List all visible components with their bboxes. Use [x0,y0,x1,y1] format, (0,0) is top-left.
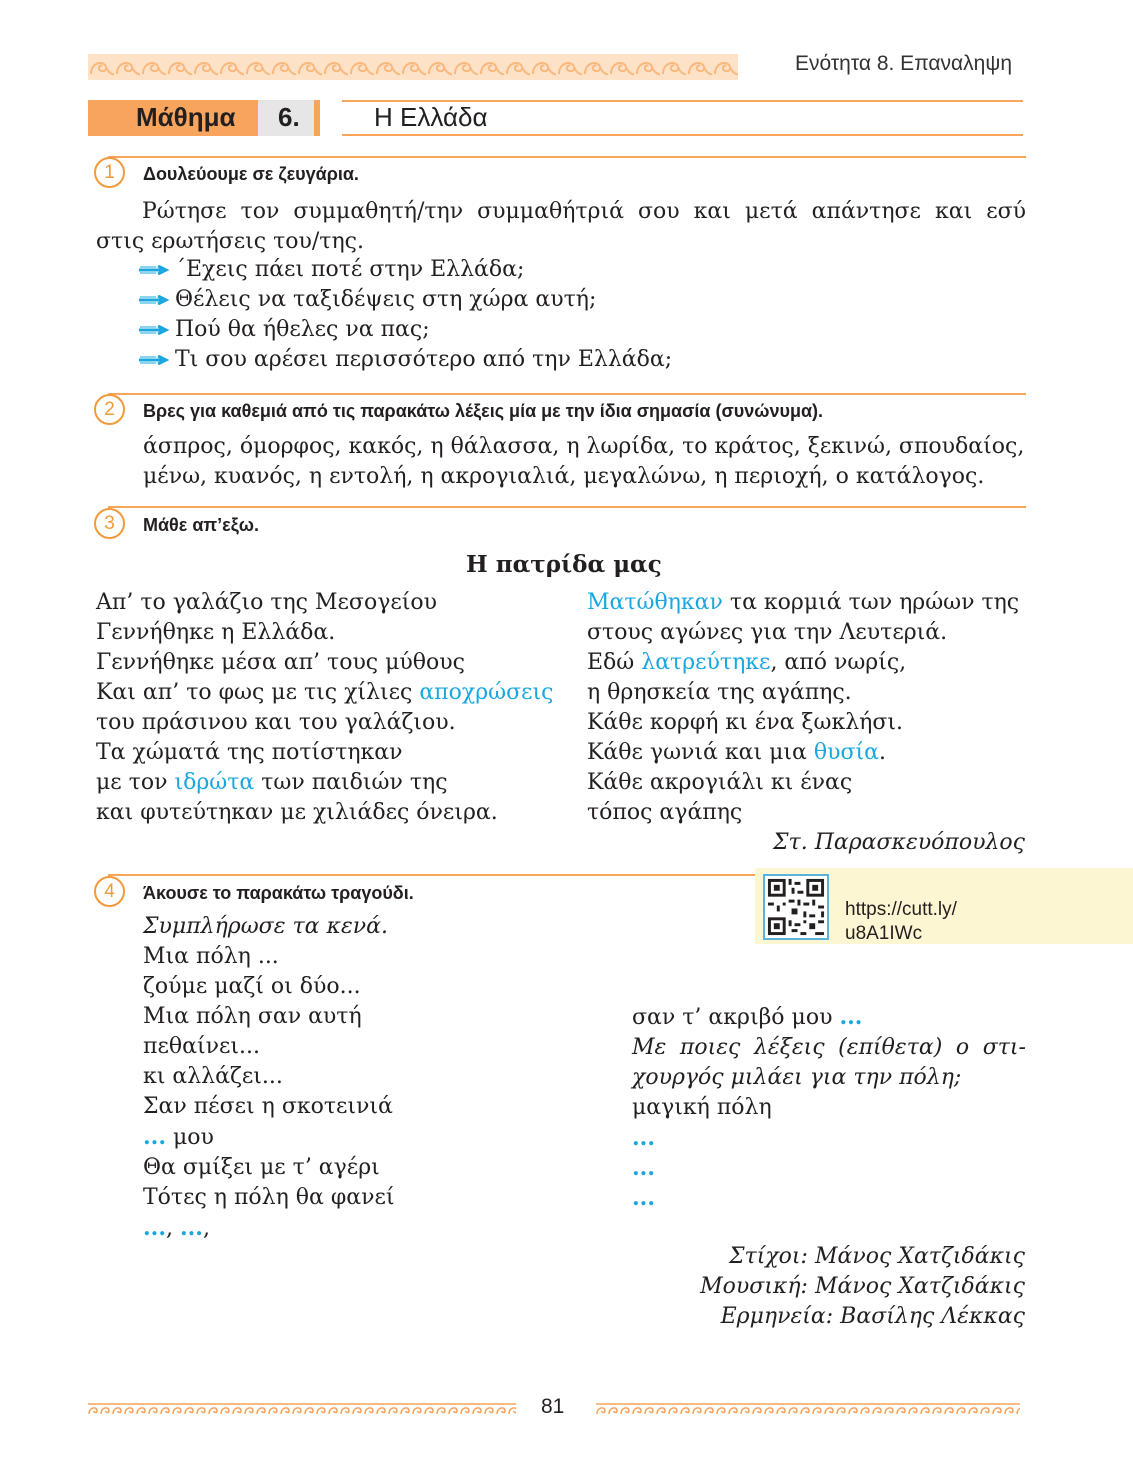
poem-line: τόπος αγάπης [587,800,743,825]
exercise-divider [108,393,1026,395]
lesson-title: Η Ελλάδα [374,102,488,132]
highlighted-word: λατρεύτηκε [641,650,771,675]
qr-code-icon[interactable] [763,874,829,940]
poem-right-column [587,588,1027,828]
exercise-divider [108,874,758,876]
blank-placeholder[interactable]: ... [143,1124,166,1150]
blank-placeholder[interactable]: ... [179,1215,203,1241]
section-title: Ενότητα 8. Επαναληψη [795,52,1012,75]
exercise-heading: Άκουσε το παρακάτω τραγούδι. [143,883,414,903]
exercise-number-badge: 3 [94,508,125,539]
poem-line: η θρησκεία της αγάπης. [587,680,852,705]
song-line: ... μου [143,1124,214,1150]
list-item: ΄Εχεις πάει ποτέ στην Ελλάδα; [138,257,524,282]
poem-left-column [96,588,566,828]
song-line: Τότες η πόλη θα φανεί [143,1185,395,1210]
answer-line: μαγική πόλη [632,1095,772,1120]
poem-line: Απ’ το γαλάζιο της Μεσογείου [96,590,437,615]
arrow-icon [138,355,170,365]
song-line: κι αλλάζει... [143,1064,283,1089]
arrow-icon [138,295,170,305]
exercise-divider [108,156,1026,158]
list-item: Τι σου αρέσει περισσότερο από την Ελλάδα; [138,347,672,372]
exercise2-words-line1: άσπρος, όμορφος, κακός, η θάλασσα, η λωρίδα, το κράτος, ξεκινώ, σπουδαίος, [143,434,1025,459]
decorative-wave-band [88,54,738,80]
exercise1-intro-line1: Ρώτησε τον συμμαθητή/την συμμαθήτριά σου και μετά απάντησε και εσύ [142,199,1026,224]
instruction-text: Συμπλήρωσε τα κενά. [143,914,388,939]
poem-line: Γεννήθηκε μέσα απ’ τους μύθους [96,650,465,675]
blank-placeholder[interactable]: ... [143,1215,166,1241]
blank-placeholder[interactable]: ... [632,1185,655,1211]
song-credits [700,1242,1025,1332]
arrow-icon [138,325,170,335]
list-item: Πού θα ήθελες να πας; [138,317,430,342]
wave-pattern-icon [88,54,738,80]
poem-line: Εδώ λατρεύτηκε, από νωρίς, [587,650,907,675]
blank-placeholder[interactable]: ... [632,1125,655,1151]
lesson-label: Μάθημα [136,102,236,132]
exercise-number-badge: 2 [94,394,125,425]
highlighted-word: ιδρώτα [174,770,255,795]
music-credit: Μουσική: Μάνος Χατζιδάκις [700,1274,1025,1299]
poem-line: στους αγώνες για την Λευτεριά. [587,620,948,645]
footer-wave-left [88,1402,516,1416]
highlighted-word: Ματώθηκαν [587,590,723,615]
performer-credit: Ερμηνεία: Βασίλης Λέκκας [720,1304,1025,1329]
arrow-icon [138,265,170,275]
song-line: ζούμε μαζί οι δύο... [143,974,361,999]
song-line: Μια πόλη ... [143,944,279,969]
song-line: πεθαίνει... [143,1034,260,1059]
highlighted-word: αποχρώσεις [419,680,554,705]
exercise-heading: Βρες για καθεμιά από τις παρακάτω λέξεις μία με την ίδια σημασία (συνώνυμα). [143,401,824,421]
exercise-heading: Δουλεύουμε σε ζευγάρια. [143,164,359,184]
exercise-number-badge: 1 [94,157,125,188]
question-line: Με ποιες λέξεις (επίθετα) ο στι- [632,1035,1026,1060]
poem-line: Γεννήθηκε η Ελλάδα. [96,620,336,645]
blank-placeholder[interactable]: ... [839,1004,863,1030]
song-line: Θα σμίξει με τ’ αγέρι [143,1155,380,1180]
poem-line: Τα χώματά της ποτίστηκαν [96,740,403,765]
qr-link-panel [755,868,1133,944]
song-right-column [632,1002,1026,1213]
poem-line: Κάθε γωνιά και μια θυσία. [587,740,886,765]
poem-line: και φυτεύτηκαν με χιλιάδες όνειρα. [96,800,498,825]
exercise-number-badge: 4 [94,876,125,907]
question-line: χουργός μιλάει για την πόλη; [632,1065,962,1090]
blank-placeholder[interactable]: ... [632,1155,655,1181]
page-number: 81 [541,1395,565,1418]
song-line: Μια πόλη σαν αυτή [143,1004,362,1029]
highlighted-word: θυσία [813,740,879,765]
poem-title: Η πατρίδα μας [466,551,662,578]
song-line: Σαν πέσει η σκοτεινιά [143,1094,393,1119]
lesson-number: 6. [278,102,300,132]
poem-line: Κάθε κορφή κι ένα ξωκλήσι. [587,710,903,735]
song-link[interactable]: https://cutt.ly/ u8A1IWc [845,899,957,944]
poem-line: Ματώθηκαν τα κορμιά των ηρώων της [587,590,1020,615]
song-line: σαν τ’ ακριβό μου ... [632,1004,863,1030]
exercise1-intro-line2: στις ερωτήσεις του/της. [96,229,364,254]
poem-line: του πράσινου και του γαλάζιου. [96,710,456,735]
list-item: Θέλεις να ταξιδέψεις στη χώρα αυτή; [138,287,596,312]
song-line: ..., ..., [143,1215,210,1241]
poem-line: με τον ιδρώτα των παιδιών της [96,770,448,795]
exercise2-words-line2: μένω, κυανός, η εντολή, η ακρογιαλιά, μεγαλώνω, η περιοχή, ο κατάλογος. [143,464,985,489]
exercise-divider [108,506,1026,508]
lyrics-credit: Στίχοι: Μάνος Χατζιδάκις [729,1244,1025,1269]
song-left-column [143,912,603,1244]
footer-wave-right [596,1402,1020,1416]
poem-line: Και απ’ το φως με τις χίλιες αποχρώσεις [96,680,554,705]
poem-line: Κάθε ακρογιάλι κι ένας [587,770,853,795]
poem-author: Στ. Παρασκευόπουλος [772,830,1025,855]
exercise-heading: Μάθε απ’εξω. [143,515,259,535]
lesson-header [88,100,1023,136]
